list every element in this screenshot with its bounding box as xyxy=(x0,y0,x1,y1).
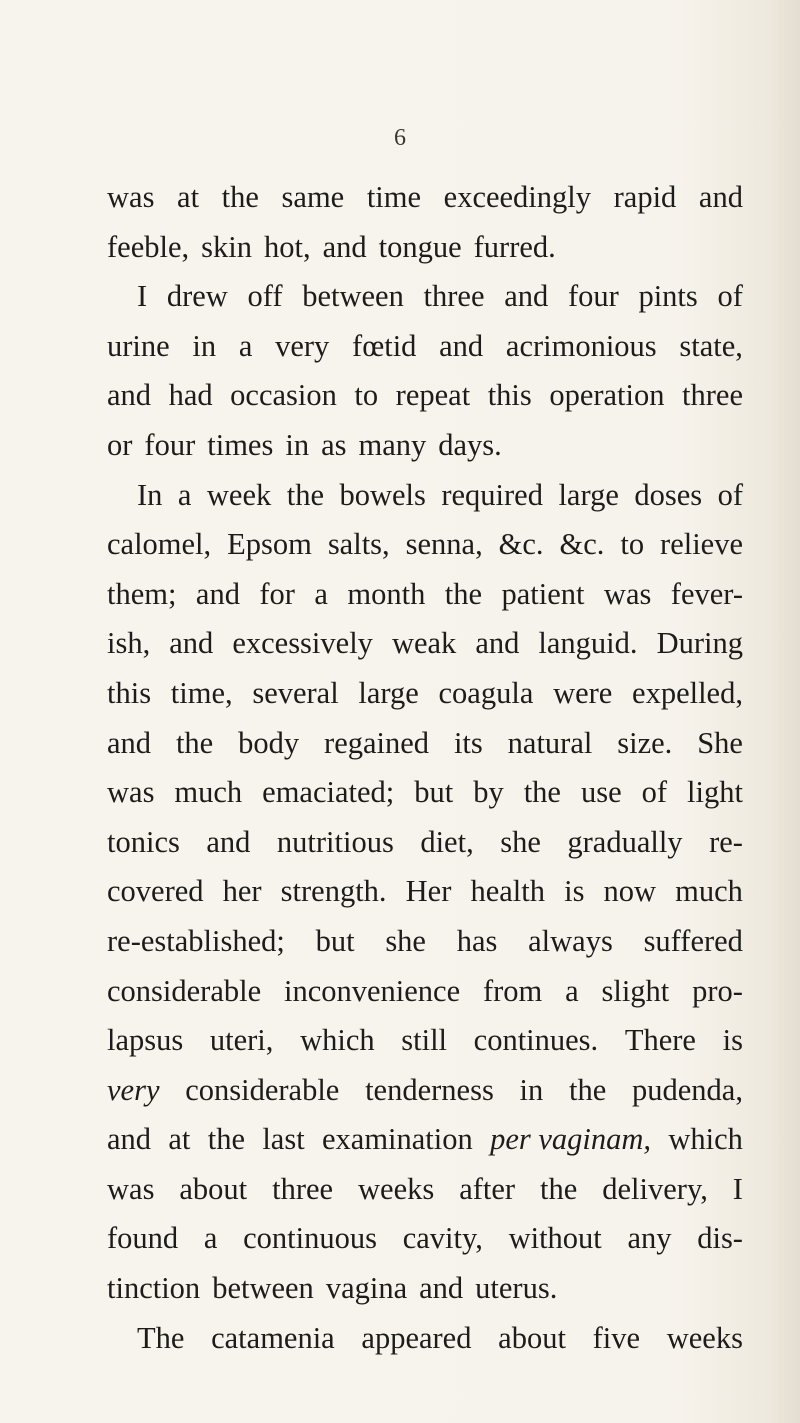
word: gradually xyxy=(567,824,683,859)
word: and xyxy=(439,328,484,363)
word: emaciated; xyxy=(262,775,395,810)
word: this xyxy=(487,378,532,413)
word: a xyxy=(177,477,192,512)
word: and xyxy=(698,180,743,214)
word: feeble, xyxy=(107,229,190,264)
word: three xyxy=(682,378,743,413)
word: and xyxy=(504,279,549,314)
word: and xyxy=(107,378,152,413)
word: uterus. xyxy=(475,1271,558,1306)
word: in xyxy=(519,1072,544,1107)
word: a xyxy=(238,328,253,363)
word: but xyxy=(315,923,355,958)
word: weeks xyxy=(358,1171,435,1206)
word: considerable xyxy=(185,1072,340,1107)
word: a xyxy=(314,576,328,611)
word: excessively xyxy=(232,626,373,661)
text-line xyxy=(107,1115,743,1165)
word: and xyxy=(419,1271,464,1306)
word: re-established; xyxy=(107,923,285,958)
word: the xyxy=(540,1171,578,1206)
word: or xyxy=(107,427,133,462)
text-line xyxy=(107,1264,743,1314)
text-line xyxy=(107,471,743,521)
word: re- xyxy=(709,824,743,859)
word: required xyxy=(441,477,543,512)
word: occasion xyxy=(230,378,337,413)
word: exceedingly xyxy=(443,180,592,214)
text-line xyxy=(107,967,743,1017)
word: bowels xyxy=(339,477,426,512)
word: and xyxy=(206,824,251,859)
word: covered xyxy=(107,874,204,909)
word: has xyxy=(456,923,498,958)
word: of xyxy=(641,775,668,810)
word: very xyxy=(275,328,330,363)
word: repeat xyxy=(395,378,471,413)
word: diet, xyxy=(420,824,474,859)
word: calomel, xyxy=(107,527,212,562)
word: for xyxy=(259,576,295,611)
word: dis- xyxy=(697,1221,743,1256)
word: expelled, xyxy=(632,675,743,710)
word: slight xyxy=(601,973,670,1008)
word: and xyxy=(169,626,214,661)
word: time, xyxy=(170,675,233,710)
word: suffered xyxy=(643,923,743,958)
word: in xyxy=(285,427,310,462)
word: now xyxy=(603,874,657,909)
word: the xyxy=(444,576,483,611)
word: languid. xyxy=(538,626,638,661)
word: ish, xyxy=(107,626,151,661)
word: tinction xyxy=(107,1271,201,1306)
word: lapsus xyxy=(107,1023,184,1058)
word: fever- xyxy=(670,576,743,611)
word: operation xyxy=(549,378,665,413)
text-line xyxy=(107,371,743,421)
word: was xyxy=(107,1171,155,1206)
word: patient xyxy=(501,576,585,611)
word: any xyxy=(627,1221,672,1256)
word: pints xyxy=(638,279,698,314)
word: about xyxy=(498,1320,566,1355)
word: between xyxy=(212,1271,314,1306)
text-line xyxy=(107,223,743,273)
word: is xyxy=(722,1023,743,1058)
text-line xyxy=(107,1016,743,1066)
word: Her xyxy=(405,874,452,909)
word: of xyxy=(717,477,743,512)
word: state, xyxy=(679,328,743,363)
word: uteri, xyxy=(209,1023,274,1058)
word: tongue xyxy=(378,229,462,264)
word: appeared xyxy=(361,1320,472,1355)
text-line xyxy=(107,818,743,868)
word: about xyxy=(179,1171,248,1206)
word: fœtid xyxy=(352,328,417,363)
word: to xyxy=(620,527,645,562)
word: as xyxy=(321,427,347,462)
word: days. xyxy=(438,427,502,462)
word: last xyxy=(262,1122,305,1157)
text-line xyxy=(107,1066,743,1116)
word: senna, xyxy=(405,527,483,562)
word: which xyxy=(668,1122,743,1157)
word: many xyxy=(358,427,427,462)
word: cavity, xyxy=(402,1221,483,1256)
word: In xyxy=(137,477,163,512)
word: per vaginam, xyxy=(490,1122,652,1157)
text-line xyxy=(107,173,743,223)
word: delivery, xyxy=(602,1171,708,1206)
word: light xyxy=(687,775,743,810)
word: size. xyxy=(617,725,673,760)
word: a xyxy=(565,973,579,1008)
word: The xyxy=(137,1320,185,1355)
word: three xyxy=(423,279,485,314)
text-line xyxy=(107,867,743,917)
word: vagina xyxy=(325,1271,408,1306)
word: the xyxy=(221,180,259,214)
word: off xyxy=(247,279,283,314)
word: from xyxy=(482,973,543,1008)
word: same xyxy=(281,180,345,214)
word: four xyxy=(567,279,619,314)
word: a xyxy=(203,1221,218,1256)
word: relieve xyxy=(660,527,743,562)
word: and xyxy=(107,725,152,760)
word: but xyxy=(414,775,454,810)
word: pudenda, xyxy=(632,1072,743,1107)
word: was xyxy=(107,775,155,810)
word: the xyxy=(207,1122,245,1157)
word: at xyxy=(168,1122,191,1157)
word: use xyxy=(580,775,622,810)
word: urine xyxy=(107,328,170,363)
text-line xyxy=(107,272,743,322)
text-line xyxy=(107,520,743,570)
word: inconvenience xyxy=(283,973,461,1008)
word: at xyxy=(177,180,200,214)
word: her xyxy=(222,874,262,909)
text-line xyxy=(107,322,743,372)
word: she xyxy=(500,824,541,859)
text-line xyxy=(107,768,743,818)
word: had xyxy=(168,378,213,413)
word: She xyxy=(697,725,743,760)
word: this xyxy=(107,675,152,710)
word: them; xyxy=(107,576,177,611)
word: five xyxy=(592,1320,641,1355)
word: and xyxy=(195,576,240,611)
word: and xyxy=(322,229,367,264)
text-line xyxy=(107,421,743,471)
word: four xyxy=(144,427,196,462)
word: were xyxy=(553,675,613,710)
word: after xyxy=(459,1171,516,1206)
word: acrimonious xyxy=(505,328,657,363)
word: still xyxy=(401,1023,448,1058)
word: skin xyxy=(201,229,252,264)
word: weeks xyxy=(666,1320,743,1355)
word: doses xyxy=(634,477,703,512)
word: natural xyxy=(507,725,593,760)
word: strength. xyxy=(280,874,387,909)
word: the xyxy=(523,775,561,810)
word: and xyxy=(475,626,520,661)
word: was xyxy=(603,576,652,611)
word: regained xyxy=(324,725,430,760)
word: I xyxy=(137,279,148,314)
word: much xyxy=(675,874,743,909)
word: between xyxy=(302,279,404,314)
text-line xyxy=(107,917,743,967)
word: the xyxy=(569,1072,607,1107)
word: There xyxy=(624,1023,696,1058)
word: examination xyxy=(322,1122,473,1157)
word: tonics xyxy=(107,824,180,859)
word: &c. xyxy=(498,527,544,562)
word: in xyxy=(192,328,217,363)
word: week xyxy=(206,477,272,512)
word: three xyxy=(272,1171,334,1206)
page-number: 6 xyxy=(394,125,406,151)
word: which xyxy=(300,1023,375,1058)
word: month xyxy=(347,576,426,611)
word: considerable xyxy=(107,973,262,1008)
word: its xyxy=(453,725,483,760)
text-line xyxy=(107,669,743,719)
text-line xyxy=(107,719,743,769)
word: she xyxy=(385,923,426,958)
word: was xyxy=(107,180,155,214)
word: I xyxy=(732,1171,743,1206)
word: without xyxy=(508,1221,602,1256)
word: furred. xyxy=(473,229,556,264)
word: body xyxy=(238,725,300,760)
word: nutritious xyxy=(276,824,394,859)
word: to xyxy=(354,378,379,413)
text-line xyxy=(107,619,743,669)
word: During xyxy=(656,626,743,661)
word: several xyxy=(252,675,339,710)
word: the xyxy=(175,725,214,760)
word: weak xyxy=(391,626,457,661)
word: &c. xyxy=(559,527,605,562)
word: health xyxy=(470,874,546,909)
word: drew xyxy=(166,279,228,314)
word: coagula xyxy=(438,675,534,710)
text-line xyxy=(107,1314,743,1364)
word: large xyxy=(358,675,419,710)
word: of xyxy=(717,279,743,314)
word: salts, xyxy=(327,527,390,562)
text-line xyxy=(107,1214,743,1264)
body-text xyxy=(107,173,743,1363)
word: and xyxy=(107,1122,152,1157)
word: continuous xyxy=(243,1221,377,1256)
word: rapid xyxy=(613,180,677,214)
word: found xyxy=(107,1221,179,1256)
word: times xyxy=(207,427,274,462)
word: by xyxy=(473,775,504,810)
text-line xyxy=(107,1165,743,1215)
word: much xyxy=(174,775,243,810)
word: time xyxy=(366,180,422,214)
word: Epsom xyxy=(227,527,312,562)
word: catamenia xyxy=(211,1320,335,1355)
word: large xyxy=(558,477,619,512)
word: very xyxy=(107,1072,160,1107)
word: continues. xyxy=(473,1023,599,1058)
word: pro- xyxy=(692,973,743,1008)
text-line xyxy=(107,570,743,620)
word: is xyxy=(564,874,585,909)
word: the xyxy=(286,477,324,512)
word: hot, xyxy=(263,229,311,264)
word: tenderness xyxy=(365,1072,494,1107)
word: always xyxy=(528,923,613,958)
